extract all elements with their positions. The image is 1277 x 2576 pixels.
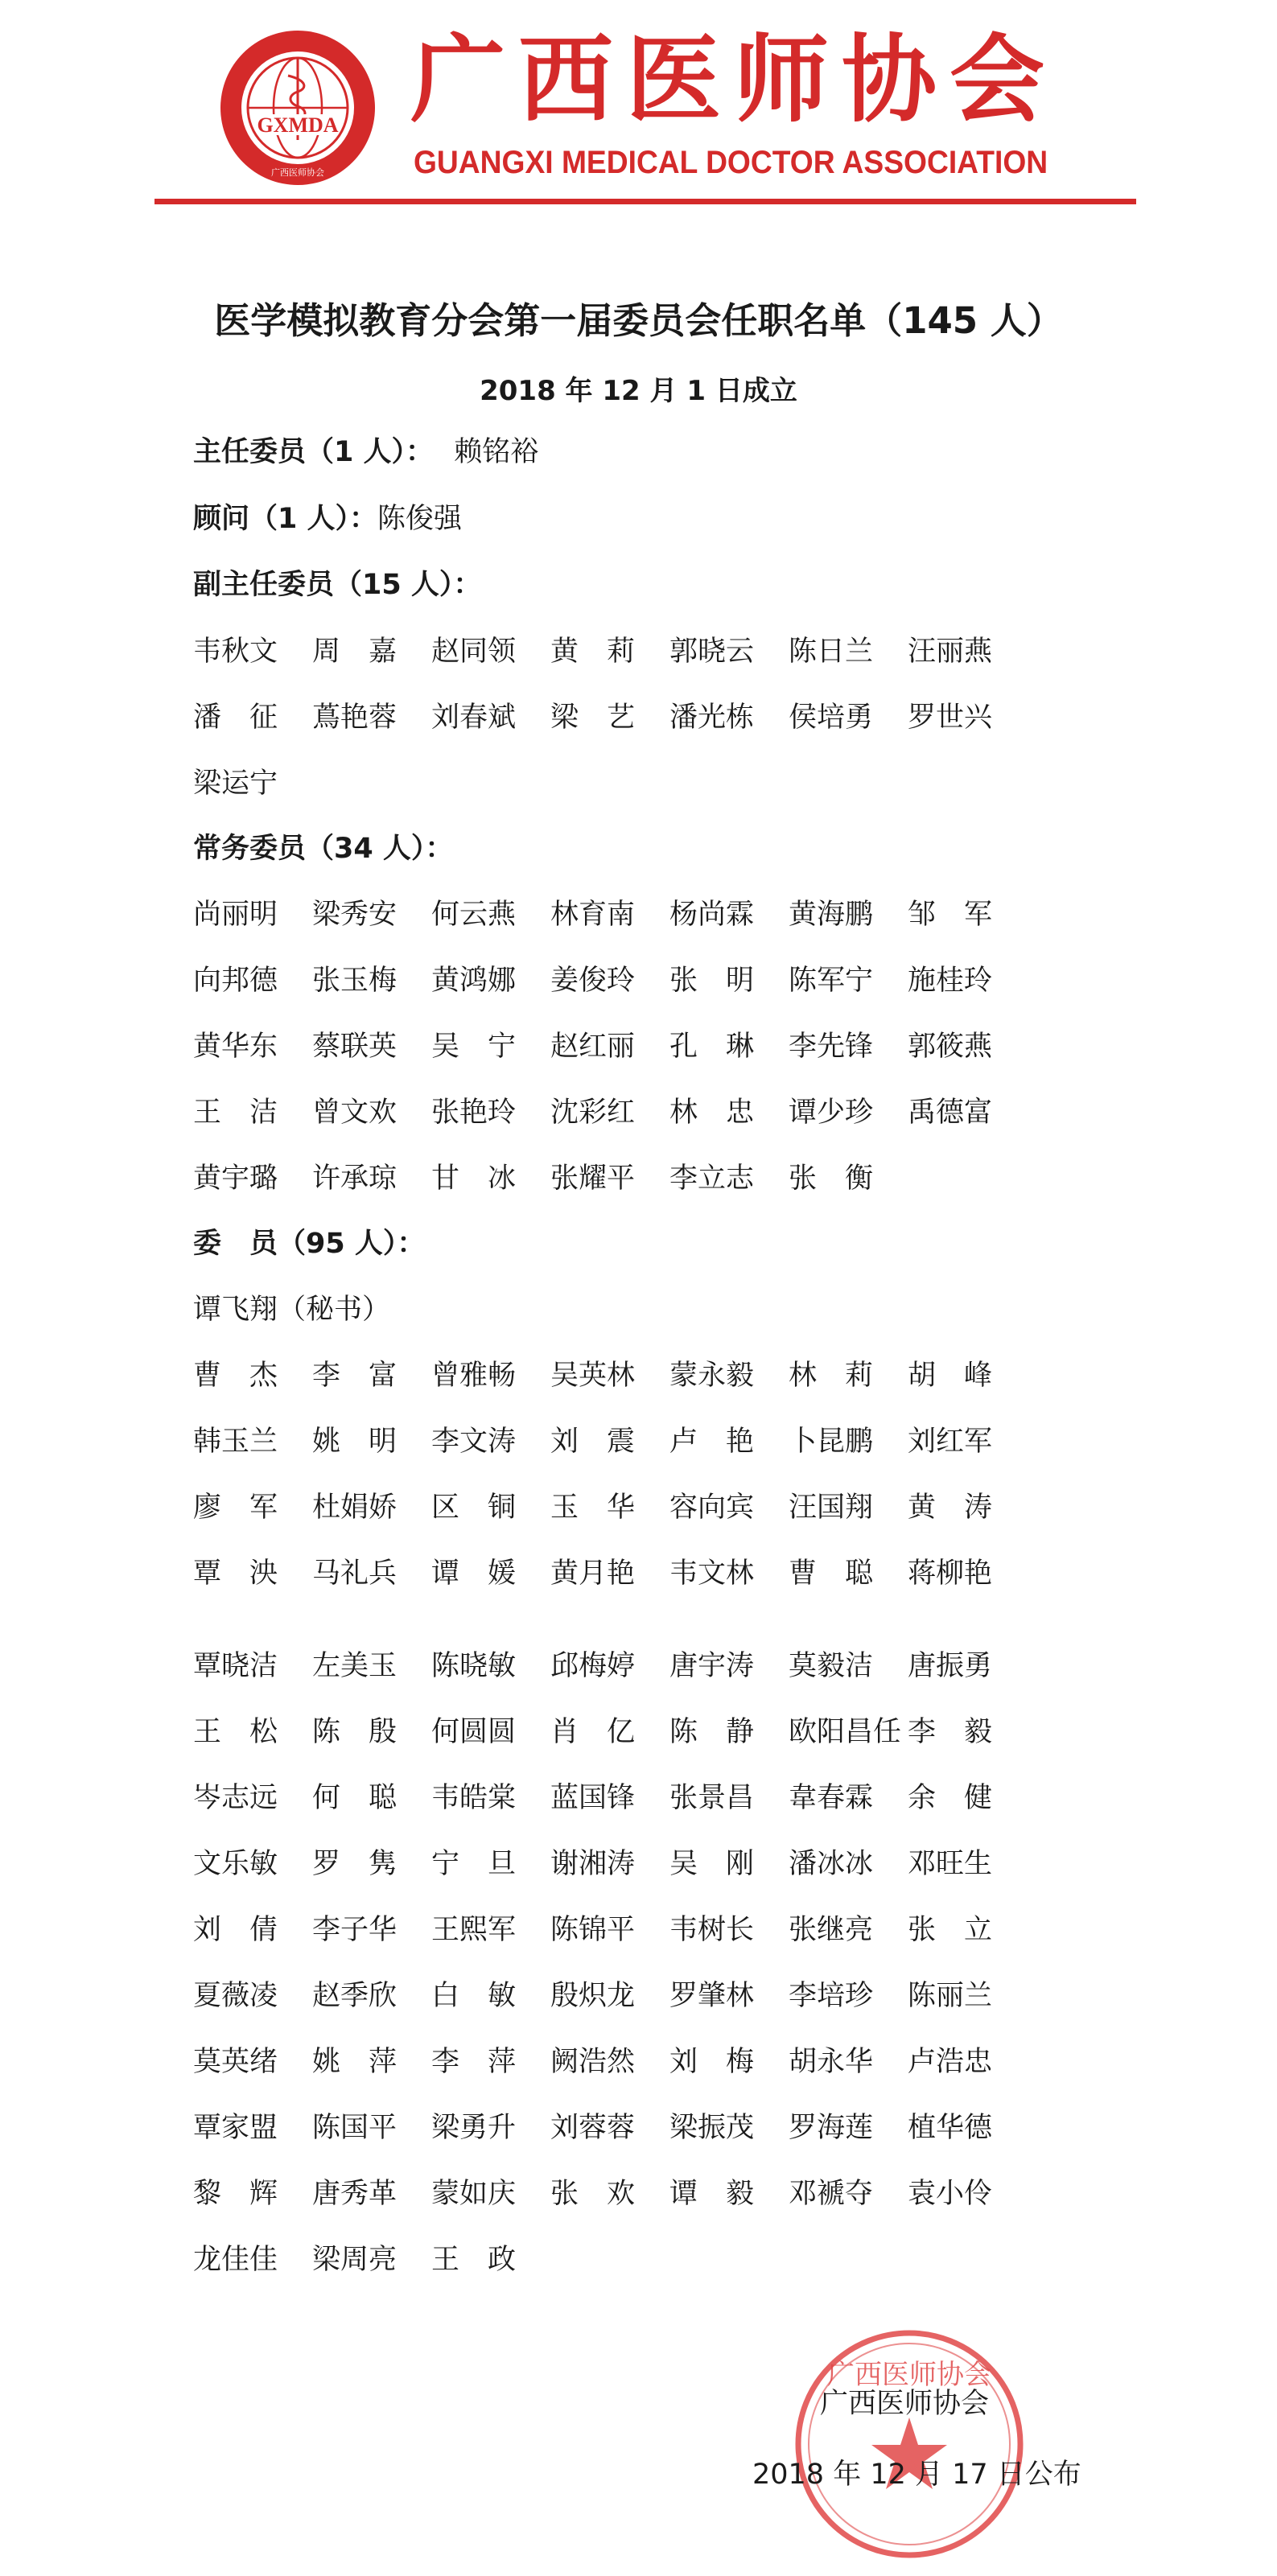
- member-name: 梁勇升: [431, 2112, 517, 2144]
- advisor-name: 陈俊强: [377, 503, 463, 535]
- name-row: [193, 1356, 1027, 1395]
- member-name: 郭筱燕: [908, 1031, 993, 1063]
- member-name: 曾雅畅: [431, 1360, 517, 1392]
- member-name: 王 政: [431, 2244, 517, 2276]
- name-row: [193, 1845, 1027, 1883]
- secretary-line: 谭飞翔（秘书）: [193, 1294, 391, 1326]
- name-row: [193, 1911, 1027, 1949]
- member-name: 黄宇璐: [193, 1162, 278, 1195]
- member-name: 甘 冰: [431, 1162, 517, 1195]
- member-name: 张景昌: [669, 1782, 755, 1814]
- member-name: 许承琼: [312, 1162, 398, 1195]
- member-name: 容向宾: [669, 1492, 755, 1524]
- name-row: [193, 1713, 1027, 1751]
- member-name: 陈 静: [669, 1716, 755, 1748]
- name-row: [193, 698, 1027, 737]
- association-logo: [217, 27, 378, 188]
- member-name: 张继亮: [789, 1914, 874, 1946]
- member-name: 林育南: [550, 899, 636, 931]
- member-name: 赵同领: [431, 636, 517, 668]
- member-name: 马礼兵: [312, 1558, 398, 1590]
- member-name: 李子华: [312, 1914, 398, 1946]
- name-row: [193, 1422, 1027, 1461]
- member-name: 蔦艳蓉: [312, 702, 398, 734]
- member-name: 梁周亮: [312, 2244, 398, 2276]
- member-name: 潘冰冰: [789, 1848, 874, 1880]
- name-row: [193, 1779, 1027, 1817]
- member-name: 陈日兰: [789, 636, 874, 668]
- member-name: 潘 征: [193, 702, 278, 734]
- member-name: 李 毅: [908, 1716, 993, 1748]
- member-name: 黄海鹏: [789, 899, 874, 931]
- member-name: 龙佳佳: [193, 2244, 278, 2276]
- member-name: 施桂玲: [908, 965, 993, 997]
- member-name: 卢浩忠: [908, 2046, 993, 2078]
- members-heading: 委 员（95 人）：: [193, 1228, 426, 1260]
- member-name: 罗海莲: [789, 2112, 874, 2144]
- name-row: [193, 632, 1027, 671]
- member-name: 文乐敏: [193, 1848, 278, 1880]
- member-name: 岑志远: [193, 1782, 278, 1814]
- member-name: 谭 毅: [669, 2178, 755, 2210]
- member-name: 罗世兴: [908, 702, 993, 734]
- member-name: 黄华东: [193, 1031, 278, 1063]
- member-name: 余 健: [908, 1782, 993, 1814]
- member-name: 陈锦平: [550, 1914, 636, 1946]
- member-name: 卢 艳: [669, 1426, 755, 1458]
- member-name: 何圆圆: [431, 1716, 517, 1748]
- member-name: 张玉梅: [312, 965, 398, 997]
- member-name: 植华德: [908, 2112, 993, 2144]
- letterhead: [0, 0, 1277, 209]
- logo-bottom-text: 广西医师协会: [271, 167, 324, 178]
- name-row: [193, 895, 1027, 934]
- member-name: 黄 莉: [550, 636, 636, 668]
- member-name: 张耀平: [550, 1162, 636, 1195]
- member-name: 李 富: [312, 1360, 398, 1392]
- member-name: 沈彩红: [550, 1097, 636, 1129]
- member-name: 姚 明: [312, 1426, 398, 1458]
- member-name: 陈晓敏: [431, 1650, 517, 1682]
- member-name: 杜娟娇: [312, 1492, 398, 1524]
- member-name: 覃家盟: [193, 2112, 278, 2144]
- member-name: 孔 琳: [669, 1031, 755, 1063]
- member-name: 陈丽兰: [908, 1980, 993, 2012]
- member-name: 王 洁: [193, 1097, 278, 1129]
- member-name: 黄鸿娜: [431, 965, 517, 997]
- member-name: 唐秀革: [312, 2178, 398, 2210]
- member-name: 韋春霖: [789, 1782, 874, 1814]
- footer-organization: 广西医师协会: [820, 2388, 990, 2420]
- member-name: 刘红军: [908, 1426, 993, 1458]
- advisor-line: [193, 500, 462, 538]
- member-name: 唐宇涛: [669, 1650, 755, 1682]
- org-name-chinese: 广西医师协会: [410, 23, 1058, 135]
- member-name: 左美玉: [312, 1650, 398, 1682]
- member-name: 赵季欣: [312, 1980, 398, 2012]
- name-row: [193, 1488, 1027, 1527]
- member-name: 吴 宁: [431, 1031, 517, 1063]
- chair-line: [193, 433, 538, 471]
- official-seal: [793, 2327, 1026, 2561]
- member-name: 梁秀安: [312, 899, 398, 931]
- member-name: 林 忠: [669, 1097, 755, 1129]
- members-list-part2: [193, 1647, 1027, 2306]
- member-name: 杨尚霖: [669, 899, 755, 931]
- standing-members-list: [193, 895, 1027, 1225]
- member-name: 何云燕: [431, 899, 517, 931]
- member-name: 黎 辉: [193, 2178, 278, 2210]
- document-title: 医学模拟教育分会第一届委员会任职名单（145 人）: [214, 299, 1063, 342]
- publish-date: 2018 年 12 月 17 日公布: [752, 2459, 1081, 2491]
- member-name: 李先锋: [789, 1031, 874, 1063]
- member-name: 姚 萍: [312, 2046, 398, 2078]
- standing-members-heading: 常务委员（34 人）：: [193, 833, 454, 865]
- name-row: [193, 1977, 1027, 2015]
- member-name: 廖 军: [193, 1492, 278, 1524]
- name-row: [193, 1093, 1027, 1132]
- seal-text: 广西医师协会: [827, 2359, 991, 2391]
- member-name: 阙浩然: [550, 2046, 636, 2078]
- chair-label: 主任委员（1 人）：: [193, 436, 435, 468]
- member-name: 肖 亿: [550, 1716, 636, 1748]
- member-name: 向邦德: [193, 965, 278, 997]
- member-name: 刘 倩: [193, 1914, 278, 1946]
- member-name: 欧阳昌任: [789, 1716, 902, 1748]
- member-name: 吴 刚: [669, 1848, 755, 1880]
- member-name: 胡 峰: [908, 1360, 993, 1392]
- member-name: 陈军宁: [789, 965, 874, 997]
- member-name: 蒙永毅: [669, 1360, 755, 1392]
- member-name: 蒋柳艳: [908, 1558, 993, 1590]
- member-name: 何 聪: [312, 1782, 398, 1814]
- founding-date: 2018 年 12 月 1 日成立: [480, 375, 797, 407]
- member-name: 黄 涛: [908, 1492, 993, 1524]
- member-name: 刘春斌: [431, 702, 517, 734]
- member-name: 汪丽燕: [908, 636, 993, 668]
- member-name: 邱梅婷: [550, 1650, 636, 1682]
- member-name: 韦皓棠: [431, 1782, 517, 1814]
- member-name: 尚丽明: [193, 899, 278, 931]
- member-name: 夏薇凌: [193, 1980, 278, 2012]
- member-name: 韦秋文: [193, 636, 278, 668]
- member-name: 曹 聪: [789, 1558, 874, 1590]
- member-name: 王熙军: [431, 1914, 517, 1946]
- name-row: [193, 764, 1027, 803]
- member-name: 韦文林: [669, 1558, 755, 1590]
- member-name: 刘 震: [550, 1426, 636, 1458]
- member-name: 莫毅洁: [789, 1650, 874, 1682]
- member-name: 吴英林: [550, 1360, 636, 1392]
- name-row: [193, 2241, 1027, 2279]
- member-name: 张 明: [669, 965, 755, 997]
- member-name: 禹德富: [908, 1097, 993, 1129]
- member-name: 蒙如庆: [431, 2178, 517, 2210]
- member-name: 白 敏: [431, 1980, 517, 2012]
- member-name: 曹 杰: [193, 1360, 278, 1392]
- member-name: 卜昆鹏: [789, 1426, 874, 1458]
- name-row: [193, 2109, 1027, 2147]
- member-name: 张 衡: [789, 1162, 874, 1195]
- member-name: 梁振茂: [669, 2112, 755, 2144]
- member-name: 张 欢: [550, 2178, 636, 2210]
- member-name: 莫英绪: [193, 2046, 278, 2078]
- name-row: [193, 1159, 1027, 1198]
- member-name: 邓旺生: [908, 1848, 993, 1880]
- vice-chairs-list: [193, 632, 1027, 830]
- member-name: 梁运宁: [193, 767, 278, 800]
- member-name: 陈国平: [312, 2112, 398, 2144]
- member-name: 宁 旦: [431, 1848, 517, 1880]
- vice-chairs-heading: 副主任委员（15 人）：: [193, 569, 482, 601]
- member-name: 覃晓洁: [193, 1650, 278, 1682]
- member-name: 李 萍: [431, 2046, 517, 2078]
- member-name: 林 莉: [789, 1360, 874, 1392]
- member-name: 蓝国锋: [550, 1782, 636, 1814]
- member-name: 李培珍: [789, 1980, 874, 2012]
- member-name: 张 立: [908, 1914, 993, 1946]
- advisor-label: 顾问（1 人）：: [193, 503, 378, 535]
- member-name: 袁小伶: [908, 2178, 993, 2210]
- member-name: 汪国翔: [789, 1492, 874, 1524]
- member-name: 周 嘉: [312, 636, 398, 668]
- member-name: 玉 华: [550, 1492, 636, 1524]
- member-name: 王 松: [193, 1716, 278, 1748]
- name-row: [193, 1027, 1027, 1066]
- member-name: 邹 军: [908, 899, 993, 931]
- member-name: 谭少珍: [789, 1097, 874, 1129]
- member-name: 梁 艺: [550, 702, 636, 734]
- name-row: [193, 2175, 1027, 2213]
- logo-acronym: GXMDA: [257, 113, 339, 137]
- member-name: 姜俊玲: [550, 965, 636, 997]
- org-name-english: GUANGXI MEDICAL DOCTOR ASSOCIATION: [414, 145, 1048, 180]
- name-row: [193, 2043, 1027, 2081]
- member-name: 侯培勇: [789, 702, 874, 734]
- member-name: 黄月艳: [550, 1558, 636, 1590]
- member-name: 韩玉兰: [193, 1426, 278, 1458]
- chair-name: 赖铭裕: [454, 436, 539, 468]
- member-name: 殷炽龙: [550, 1980, 636, 2012]
- member-name: 唐振勇: [908, 1650, 993, 1682]
- member-name: 胡永华: [789, 2046, 874, 2078]
- member-name: 罗肇林: [669, 1980, 755, 2012]
- member-name: 曾文欢: [312, 1097, 398, 1129]
- member-name: 赵红丽: [550, 1031, 636, 1063]
- member-name: 张艳玲: [431, 1097, 517, 1129]
- member-name: 潘光栋: [669, 702, 755, 734]
- member-name: 谢湘涛: [550, 1848, 636, 1880]
- member-name: 李立志: [669, 1162, 755, 1195]
- member-name: 郭晓云: [669, 636, 755, 668]
- member-name: 蔡联英: [312, 1031, 398, 1063]
- name-row: [193, 1554, 1027, 1593]
- member-name: 覃 泱: [193, 1558, 278, 1590]
- member-name: 邓褫夺: [789, 2178, 874, 2210]
- member-name: 谭 媛: [431, 1558, 517, 1590]
- member-name: 区 铜: [431, 1492, 517, 1524]
- member-name: 刘 梅: [669, 2046, 755, 2078]
- name-row: [193, 961, 1027, 1000]
- members-list-part1: [193, 1356, 1027, 1620]
- member-name: 陈 殷: [312, 1716, 398, 1748]
- member-name: 韦树长: [669, 1914, 755, 1946]
- header-divider: [154, 199, 1136, 204]
- member-name: 刘蓉蓉: [550, 2112, 636, 2144]
- name-row: [193, 1647, 1027, 1685]
- member-name: 罗 隽: [312, 1848, 398, 1880]
- member-name: 李文涛: [431, 1426, 517, 1458]
